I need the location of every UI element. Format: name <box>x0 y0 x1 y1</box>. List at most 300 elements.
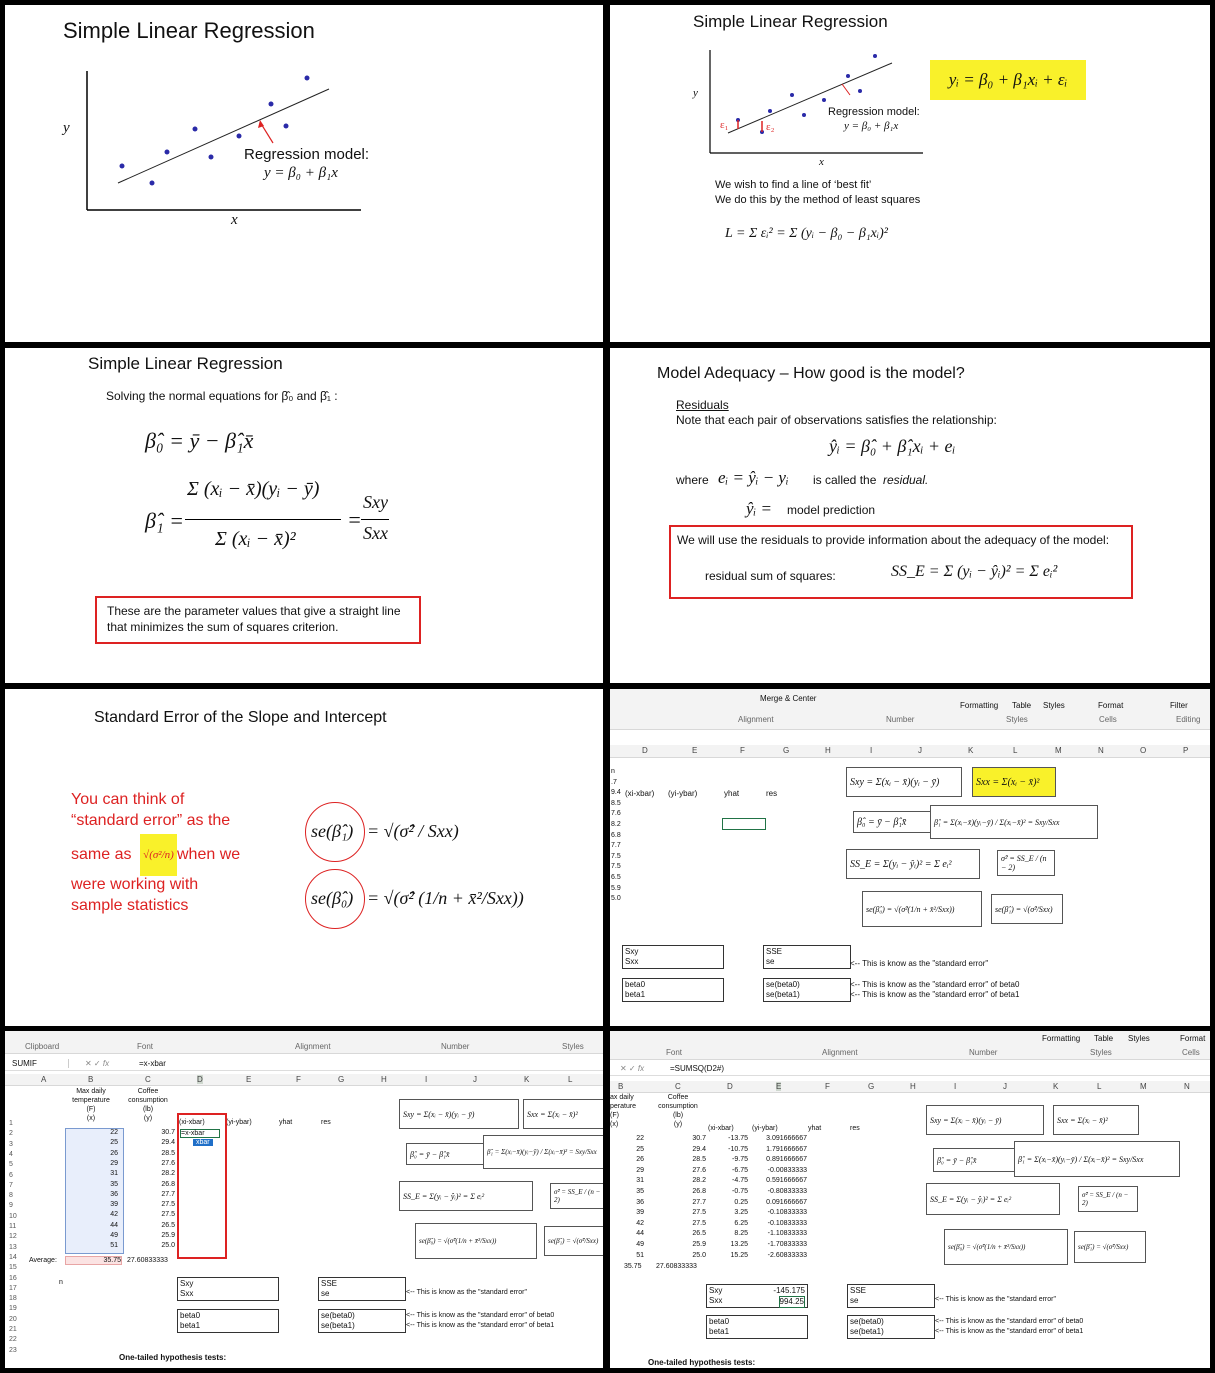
x-cell: 22 <box>110 1129 118 1136</box>
sse-label: SSE <box>766 947 783 956</box>
ribbon-group-font: Font <box>666 1048 683 1057</box>
note-standard-error: <-- This is know as the "standard error" <box>935 1296 1056 1303</box>
sxx-row <box>709 1296 805 1308</box>
formula-text: Sxx = Σ(xᵢ − x̄)² <box>527 1109 578 1119</box>
se-beta1-label: se(beta1) <box>766 990 800 999</box>
model-equation: y = β₀ + β₁x <box>264 165 338 181</box>
sigma-hat-formula <box>550 1183 603 1209</box>
sxy-formula <box>399 1099 519 1129</box>
header-line: ax daily <box>610 1094 634 1101</box>
se-beta0-label: se(beta0) <box>321 1311 355 1320</box>
x-cell: 35 <box>110 1180 118 1188</box>
se-beta0-formula <box>415 1223 537 1259</box>
x-cell: 51 <box>110 1242 118 1250</box>
formula-text: se(β̂₀) = √(σ̂²(1/n + x̄²/Sxx)) <box>948 1243 1026 1251</box>
dy-cell: -0.10833333 <box>767 1219 807 1227</box>
dy-cell: -0.00833333 <box>767 1166 807 1174</box>
row-stub: 5.9 <box>611 884 621 892</box>
col-c-header <box>652 1093 704 1129</box>
y-cell: 28.5 <box>692 1156 706 1164</box>
rss-equation: SS_E = Σ (yᵢ − ŷᵢ)² = Σ eᵢ² <box>891 563 1058 580</box>
se-beta1-formula <box>1074 1231 1146 1263</box>
slide-title: Simple Linear Regression <box>63 18 315 43</box>
y-cell: 28.2 <box>692 1177 706 1185</box>
sse-formula <box>399 1181 533 1211</box>
col-header[interactable]: I <box>954 1082 957 1091</box>
selected-cell[interactable] <box>722 818 766 830</box>
col-header[interactable]: L <box>1097 1082 1102 1091</box>
ribbon-group-styles: Styles <box>1090 1048 1112 1057</box>
sxx-symbol: Sxx <box>363 523 388 543</box>
col-header[interactable]: H <box>910 1082 916 1091</box>
note-se-beta1: <-- This is know as the "standard error" of beta1 <box>850 990 1020 999</box>
red-text-3a: same as <box>71 846 132 863</box>
header-line: (lb) <box>672 1112 684 1119</box>
col-header[interactable]: N <box>1098 746 1104 755</box>
row-number: 13 <box>9 1243 17 1251</box>
col-header[interactable]: I <box>870 746 873 755</box>
row-stub: 6.5 <box>611 874 621 881</box>
header-line: temperature <box>72 1097 110 1104</box>
row-number: 5 <box>9 1161 13 1169</box>
hypothesis-heading: One-tailed hypothesis tests: <box>648 1358 756 1367</box>
col-header[interactable]: F <box>740 746 745 755</box>
relationship-note: Note that each pair of observations satisfies the relationship: <box>676 413 997 427</box>
row-stub: 9.4 <box>611 789 621 797</box>
beta1-label: beta1 <box>180 1321 201 1330</box>
col-header[interactable]: G <box>338 1075 345 1084</box>
formula-text: Sxx = Σ(xᵢ − x̄)² <box>1057 1115 1108 1125</box>
col-header[interactable]: C <box>145 1075 151 1084</box>
beta0-label: beta0 <box>625 980 646 989</box>
x-cell: 35 <box>636 1188 644 1195</box>
se-beta0-rhs: = √(σ̂² (1/n + x̄²/Sxx)) <box>367 888 524 908</box>
header-line: Coffee <box>667 1094 689 1101</box>
slide-title: Standard Error of the Slope and Intercept <box>94 709 387 726</box>
excel-window-editing <box>5 1031 603 1368</box>
best-fit-text: We wish to find a line of ‘best fit’ <box>715 179 872 191</box>
header-res: res <box>766 789 778 798</box>
row-number: 11 <box>9 1223 17 1230</box>
x-cell: 49 <box>110 1232 118 1239</box>
y-cell: 25.9 <box>161 1232 175 1239</box>
se-label: se <box>766 957 775 966</box>
called-label: is called the <box>813 473 877 487</box>
dx-cell: -4.75 <box>732 1177 748 1185</box>
cancel-icon[interactable]: ✕ ✓ fx <box>85 1059 110 1068</box>
header-xi-xbar: (xi-xbar) <box>625 789 655 798</box>
formula-bar <box>610 1063 1210 1076</box>
col-header[interactable]: A <box>41 1075 47 1084</box>
sqrt-sigma-n-highlight: √(σ²/n) <box>140 834 177 876</box>
se-beta-box <box>763 978 851 1002</box>
beta1-lhs: β̂₁ = <box>145 508 184 533</box>
format-button[interactable]: Format <box>1098 701 1124 710</box>
y-cell: 26.5 <box>692 1230 706 1238</box>
col-header[interactable]: O <box>1140 746 1147 755</box>
dy-cell: -1.70833333 <box>767 1241 807 1248</box>
sigma-hat-formula <box>1078 1186 1138 1212</box>
ribbon-group-number: Number <box>886 715 915 724</box>
dx-cell: 8.25 <box>734 1230 748 1238</box>
sxy-row <box>709 1286 805 1296</box>
column-header-bar <box>610 1081 1210 1093</box>
sigma-hat-formula: σ̂² = SS_E / (n − 2) <box>997 850 1055 876</box>
note-box <box>95 596 421 644</box>
dy-cell: 0.091666667 <box>766 1198 807 1206</box>
header-line: (y) <box>143 1115 153 1122</box>
se-beta1-lhs: se(β̂₁) <box>311 821 354 841</box>
beta1-numerator: Σ (xᵢ − x̄)(yᵢ − ȳ) <box>187 478 320 500</box>
x-cell: 29 <box>636 1166 644 1174</box>
model-equation-highlight: yᵢ = β₀ + β₁xᵢ + εᵢ <box>930 60 1086 100</box>
ribbon-group-styles: Styles <box>562 1042 584 1051</box>
header-line: perature <box>610 1103 637 1110</box>
ribbon-group-alignment: Alignment <box>738 715 774 724</box>
sse-se-box <box>847 1284 935 1308</box>
y-cell: 26.8 <box>692 1188 706 1195</box>
x-cell: 22 <box>636 1135 644 1142</box>
x-cell: 42 <box>110 1211 118 1219</box>
row-number: 15 <box>9 1264 17 1272</box>
sxx-label: Sxx <box>180 1289 194 1298</box>
slide-standard-error <box>5 689 603 1026</box>
note-line-2: that minimizes the sum of squares criterion. <box>107 620 339 634</box>
row-number: 21 <box>9 1326 17 1333</box>
least-squares-text: We do this by the method of least squares <box>715 194 921 206</box>
y-cell: 27.7 <box>692 1198 706 1206</box>
dx-cell: -9.75 <box>732 1156 748 1164</box>
dx-cell: -6.75 <box>732 1166 748 1174</box>
row-number: 16 <box>9 1274 17 1282</box>
header-line: consumption <box>128 1097 168 1104</box>
y-axis-label: y <box>63 120 70 136</box>
sxx-label: Sxx <box>709 1296 723 1305</box>
x-axis-label: x <box>231 212 238 228</box>
cancel-icon[interactable]: ✕ ✓ fx <box>620 1064 645 1073</box>
col-header[interactable]: N <box>1184 1082 1190 1091</box>
formula-text: SS_E = Σ(yᵢ − ŷᵢ)² = Σ eᵢ² <box>403 1191 485 1201</box>
col-header[interactable]: K <box>524 1075 530 1084</box>
residuals-heading: Residuals <box>676 398 729 412</box>
col-header[interactable]: K <box>968 746 974 755</box>
ribbon <box>610 1031 1210 1060</box>
y-cell: 27.6 <box>692 1166 706 1174</box>
beta0-label: beta0 <box>709 1317 730 1326</box>
dy-cell: 0.891666667 <box>766 1156 807 1164</box>
col-header[interactable]: D <box>727 1082 733 1091</box>
x-cell: 51 <box>636 1251 644 1259</box>
beta0-label: beta0 <box>180 1311 201 1320</box>
col-header[interactable]: B <box>618 1082 624 1091</box>
col-header[interactable]: C <box>675 1082 681 1091</box>
slide-simple-linear-regression-1 <box>5 5 603 342</box>
autocomplete-xbar[interactable]: xbar <box>193 1139 213 1146</box>
row-number: 14 <box>9 1253 17 1261</box>
row-number: 12 <box>9 1233 17 1241</box>
x-cell: 36 <box>636 1198 644 1206</box>
y-axis-label: y <box>693 87 698 99</box>
row-stub: 8.5 <box>611 799 621 807</box>
col-header[interactable]: L <box>568 1075 573 1084</box>
note-standard-error: <-- This is know as the "standard error" <box>406 1289 527 1296</box>
header-line: (x) <box>610 1121 619 1128</box>
sse-se-box <box>763 945 851 969</box>
beta1-formula <box>1014 1141 1180 1177</box>
sxx-label: Sxx <box>625 957 639 966</box>
y-cell: 26.5 <box>161 1221 175 1229</box>
row-stub: 7.7 <box>611 842 621 850</box>
header-res: res <box>850 1125 860 1132</box>
red-text-2: “standard error” as the <box>71 812 231 829</box>
se-beta1-formula: se(β̂₁) = √(σ̂²/Sxx) <box>991 894 1063 924</box>
se-beta0-lhs: se(β̂₀) <box>311 888 354 908</box>
col-header[interactable]: H <box>381 1075 387 1084</box>
ribbon-group-cells: Cells <box>1182 1048 1200 1057</box>
se-beta-box <box>318 1309 406 1333</box>
rss-label: residual sum of squares: <box>705 569 836 583</box>
beta1-label: beta1 <box>709 1327 730 1336</box>
dy-cell: 3.091666667 <box>766 1135 807 1142</box>
beta-box <box>622 978 724 1002</box>
epsilon-2-label: ε₂ <box>766 121 775 133</box>
beta1-denominator: Σ (xᵢ − x̄)² <box>215 528 296 550</box>
note-se-beta0: <-- This is know as the "standard error" of beta0 <box>935 1318 1084 1325</box>
sxy-value: -145.175 <box>773 1286 805 1295</box>
col-header[interactable]: E <box>692 746 698 755</box>
row-number: 7 <box>9 1181 13 1189</box>
column-header-bar <box>610 745 1210 758</box>
col-b-header <box>610 1093 650 1129</box>
sxx-formula <box>523 1099 603 1129</box>
editing-cell-input[interactable]: =x-xbar <box>180 1129 220 1138</box>
y-cell: 25.0 <box>692 1251 706 1259</box>
dx-cell: 0.25 <box>734 1198 748 1206</box>
dx-cell: 13.25 <box>730 1241 748 1248</box>
se-beta1-formula <box>544 1226 603 1256</box>
se-label: se <box>850 1296 859 1305</box>
header-line: consumption <box>658 1103 698 1110</box>
note-standard-error: <-- This is know as the "standard error" <box>850 959 989 968</box>
formula-text: σ̂² = SS_E / (n − 2) <box>554 1188 601 1204</box>
col-header[interactable]: G <box>783 746 790 755</box>
row-stub: n <box>611 768 615 775</box>
format-as-table-button[interactable]: Table <box>1094 1034 1114 1043</box>
y-cell: 28.2 <box>161 1170 175 1178</box>
x-cell: 44 <box>110 1221 118 1229</box>
col-header[interactable]: M <box>1055 746 1062 755</box>
x-cell: 31 <box>110 1170 118 1178</box>
col-header[interactable]: L <box>1013 746 1018 755</box>
ribbon-group-number: Number <box>441 1042 470 1051</box>
format-as-table-button[interactable]: Table <box>1012 701 1032 710</box>
header-line: Coffee <box>137 1088 159 1095</box>
header-xi-xbar: (xi-xbar) <box>708 1125 734 1132</box>
note-se-beta1: <-- This is know as the "standard error" of beta1 <box>406 1322 555 1329</box>
n-label: n <box>59 1279 63 1286</box>
se-label: se <box>321 1289 330 1298</box>
row-number: 22 <box>9 1336 17 1344</box>
fitted-equation: ŷᵢ = β̂₀ + β̂₁xᵢ + eᵢ <box>829 436 956 456</box>
row-number: 2 <box>9 1130 13 1138</box>
col-b-header <box>65 1087 117 1123</box>
excel-window-computed <box>610 1031 1210 1368</box>
col-header[interactable]: P <box>1183 746 1189 755</box>
row-number: 1 <box>9 1120 13 1127</box>
row-number: 4 <box>9 1150 13 1158</box>
dy-cell: -0.10833333 <box>767 1209 807 1217</box>
slide-model-adequacy <box>610 348 1210 683</box>
beta0-equation: β̂₀ = ȳ − β̂₁x̄ <box>145 428 254 453</box>
col-header[interactable]: J <box>473 1075 477 1084</box>
se-beta1-label: se(beta1) <box>321 1321 355 1330</box>
col-header[interactable]: J <box>918 746 922 755</box>
header-yhat: yhat <box>279 1119 293 1126</box>
ribbon-group-clipboard: Clipboard <box>25 1042 60 1051</box>
beta0-formula <box>406 1143 484 1165</box>
formula-text: Sxy = Σ(xᵢ − x̄)(yᵢ − ȳ) <box>930 1115 1002 1125</box>
formula-text: σ̂² = SS_E / (n − 2) <box>1082 1191 1129 1207</box>
sxy-label: Sxy <box>625 947 639 956</box>
row-number: 8 <box>9 1192 13 1200</box>
row-number: 17 <box>9 1284 17 1292</box>
merge-center-button[interactable]: Merge & Center <box>760 694 817 703</box>
average-x: 35.75 <box>65 1256 122 1265</box>
ribbon-group-cells: Cells <box>1099 715 1117 724</box>
cell-styles-button[interactable]: Styles <box>1128 1034 1150 1043</box>
formula-text: β̂₁ = Σ(xᵢ−x̄)(yᵢ−ȳ) / Σ(xᵢ−x̄)² = Sxy/Sxx <box>487 1148 597 1156</box>
formula-text: β̂₁ = Σ(xᵢ−x̄)(yᵢ−ȳ) / Σ(xᵢ−x̄)² = Sxy/Sxx <box>1018 1154 1144 1164</box>
col-header[interactable]: M <box>1140 1082 1147 1091</box>
format-button[interactable]: Format <box>1180 1034 1206 1043</box>
row-stub: 8.2 <box>611 821 621 828</box>
y-cell: 27.5 <box>692 1219 706 1227</box>
filter-button[interactable]: Filter <box>1170 701 1188 710</box>
col-header[interactable]: G <box>868 1082 875 1091</box>
header-xi-xbar: (xi-xbar) <box>179 1119 205 1126</box>
x-cell: 25 <box>636 1145 644 1153</box>
se-beta-box <box>847 1315 935 1339</box>
sse-label: SSE <box>850 1286 867 1295</box>
y-cell: 27.5 <box>161 1211 175 1219</box>
col-c-header <box>122 1087 174 1123</box>
formula-text: se(β̂₁) = √(σ̂²/Sxx) <box>1078 1243 1129 1251</box>
dy-cell: -1.10833333 <box>767 1230 807 1238</box>
note-line-1: These are the parameter values that give a straight line <box>107 604 401 618</box>
sxx-formula <box>1053 1105 1139 1135</box>
row-number: 19 <box>9 1305 17 1313</box>
header-line: (F) <box>86 1106 96 1113</box>
y-cell: 29.4 <box>161 1139 175 1147</box>
formula-text: se(β̂₁) = √(σ̂²/Sxx) <box>548 1237 599 1245</box>
x-cell: 36 <box>110 1190 118 1198</box>
row-number: 10 <box>9 1212 17 1220</box>
dy-cell: 0.591666667 <box>766 1177 807 1185</box>
header-yhat: yhat <box>808 1125 822 1132</box>
row-stub: .7 <box>611 778 617 786</box>
row-number: 9 <box>9 1202 13 1210</box>
red-text-3b: when we <box>177 846 241 863</box>
sxx-value[interactable]: 994.25 <box>779 1297 804 1306</box>
model-label: Regression model: <box>828 106 920 118</box>
slide-normal-equations <box>5 348 603 683</box>
col-header[interactable]: I <box>425 1075 428 1084</box>
average-x: 35.75 <box>624 1263 642 1270</box>
conditional-formatting-button[interactable]: Formatting <box>960 701 999 710</box>
y-cell: 27.6 <box>161 1159 175 1167</box>
beta1-formula <box>483 1135 603 1169</box>
beta-box <box>177 1309 279 1333</box>
sxy-label: Sxy <box>180 1279 194 1288</box>
cell-styles-button[interactable]: Styles <box>1043 701 1065 710</box>
residual-equation: eᵢ = ŷᵢ − yᵢ <box>718 468 789 487</box>
row-number: 20 <box>9 1315 17 1323</box>
dx-cell: -0.75 <box>732 1188 748 1195</box>
sxy-formula <box>926 1105 1044 1135</box>
col-header[interactable]: F <box>296 1075 301 1084</box>
header-res: res <box>321 1119 331 1126</box>
row-stub: 6.8 <box>611 831 621 839</box>
slide-simple-linear-regression-2 <box>610 5 1210 342</box>
red-text-1: You can think of <box>71 791 185 808</box>
red-text-4: were working with <box>71 876 199 893</box>
slide-title: Simple Linear Regression <box>693 12 888 31</box>
header-line: (x) <box>86 1115 96 1122</box>
sxy-sxx-box <box>622 945 724 969</box>
y-cell: 25.0 <box>161 1242 175 1250</box>
se-beta0-formula <box>944 1229 1068 1265</box>
col-header[interactable]: D <box>197 1075 203 1084</box>
x-axis-label: x <box>819 156 824 168</box>
residual-word: residual. <box>883 473 929 487</box>
y-cell: 28.5 <box>161 1149 175 1157</box>
model-label: Regression model: <box>244 146 370 163</box>
formula-input[interactable]: =x-xbar <box>139 1059 166 1068</box>
sse-formula: SS_E = Σ(yᵢ − ŷᵢ)² = Σ eᵢ² <box>846 849 980 879</box>
col-header[interactable]: B <box>88 1075 94 1084</box>
col-header[interactable]: H <box>825 746 831 755</box>
name-box[interactable]: SUMIF <box>12 1059 69 1068</box>
header-yi-ybar: (yi-ybar) <box>668 789 698 798</box>
average-y: 27.60833333 <box>127 1257 168 1264</box>
formula-text: SS_E = Σ(yᵢ − ŷᵢ)² = Σ eᵢ² <box>930 1194 1012 1204</box>
beta1-label: beta1 <box>625 990 646 999</box>
col-header[interactable]: E <box>246 1075 252 1084</box>
col-header[interactable]: J <box>1003 1082 1007 1091</box>
header-yi-ybar: (yi-ybar) <box>752 1125 778 1132</box>
beta0-formula: β̂₀ = ȳ − β̂₁x̄ <box>853 811 933 833</box>
row-stub: 7.6 <box>611 810 621 818</box>
note-se-beta1: <-- This is know as the "standard error" of beta1 <box>935 1328 1084 1335</box>
y-cell: 25.9 <box>692 1241 706 1248</box>
column-header-bar <box>5 1074 603 1086</box>
formula-input[interactable]: =SUMSQ(D2#) <box>670 1064 725 1073</box>
model-equation: y = β₀ + β₁x <box>844 120 899 132</box>
y-cell: 29.4 <box>692 1145 706 1153</box>
note-se-beta0: <-- This is know as the "standard error" of beta0 <box>406 1312 555 1319</box>
x-cell: 49 <box>636 1241 644 1248</box>
col-header[interactable]: K <box>1053 1082 1059 1091</box>
model-prediction-text: model prediction <box>787 503 876 517</box>
col-header[interactable]: F <box>825 1082 830 1091</box>
x-cell: 26 <box>636 1156 644 1164</box>
col-header[interactable]: D <box>642 746 648 755</box>
y-cell: 30.7 <box>692 1135 706 1142</box>
conditional-formatting-button[interactable]: Formatting <box>1042 1034 1081 1043</box>
equals-sign: = <box>347 507 362 532</box>
x-cell: 29 <box>110 1159 118 1167</box>
col-header[interactable]: E <box>776 1082 782 1091</box>
